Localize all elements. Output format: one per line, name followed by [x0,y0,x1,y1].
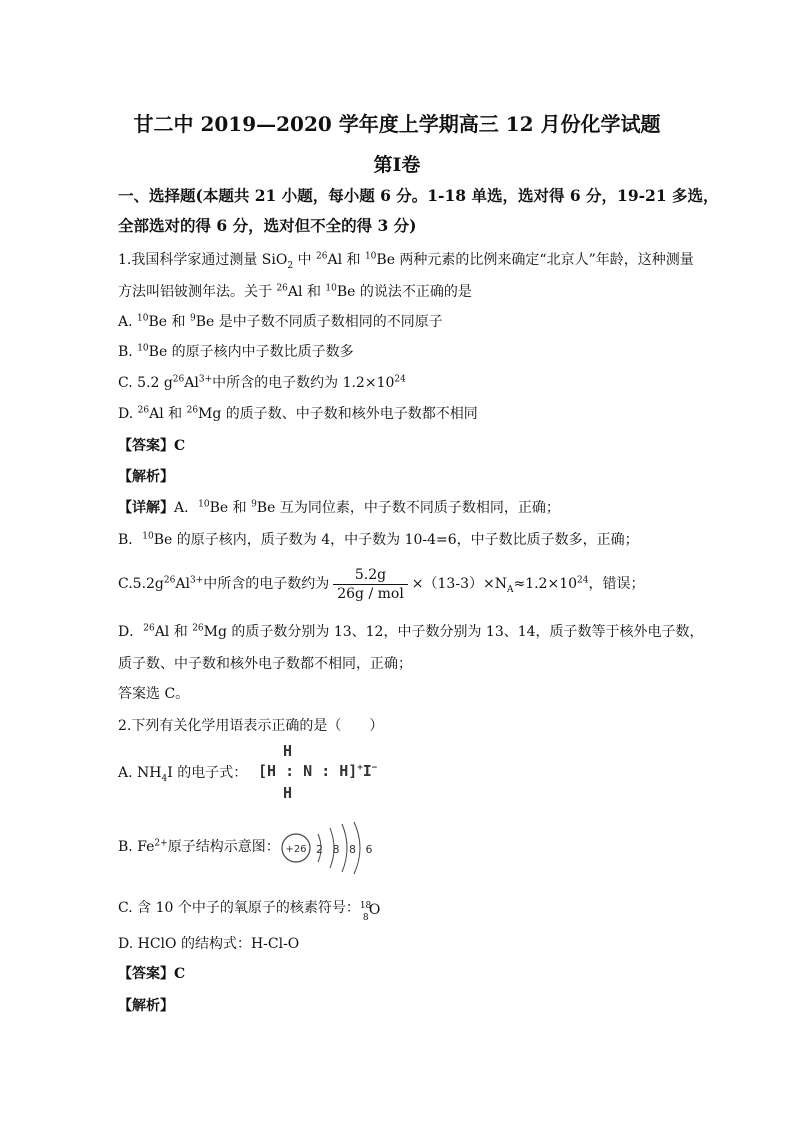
q1-detail-d: D．$^{26}$Al 和 $^{26}$Mg 的质子数分别为 13、12，中子数分别为 13、14，质子数等于核外电子数， [118,623,704,640]
q1-option-c: C. 5.2 $g^{26}Al^{3+}$中所含的电子数约为 $1.2\times 10^{24}$ [118,374,406,391]
atomic-structure-diagram [278,820,376,876]
q1-option-a: A. $^{10}$Be 和 $^9$Be 是中子数不同质子数相同的不同原子 [118,313,443,330]
shell-electrons: 2 8 8 6 [316,843,376,856]
q2-option-b: B. $Fe^{2+}$原子结构示意图： [118,838,280,855]
lewis-bottom-h: H [283,784,293,802]
lewis-structure: [H : N : H]+I− [258,762,378,780]
q1-detail-e: 质子数、中子数和核外电子数都不相同，正确； [118,656,412,672]
q1-conclusion: 答案选 C。 [118,686,190,702]
lewis-top-h: H [283,742,293,760]
q1-option-b: B. $^{10}$Be 的原子核内中子数比质子数多 [118,343,354,360]
q2-option-c: C. 含 10 个中子的氧原子的核素符号： 18 8 O [118,900,381,923]
isotope-symbol: 18 8 O [359,901,381,923]
page-title: 甘二中 2019—2020 学年度上学期高三 12 月份化学试题 [133,112,661,136]
nucleus-label: +26 [285,844,307,855]
q1-detail-b: B．$^{10}$Be 的原子核内，质子数为 4，中子数为 10-4=6，中子数比质子数多，正确； [118,531,639,548]
q1-option-d: D. $^{26}$Al 和 $^{26}$Mg 的质子数、中子数和核外电子数都不相同 [118,405,478,422]
q2-stem: 2.下列有关化学用语表示正确的是（ ） [118,718,384,734]
q2-option-a: A. $NH_4I$ 的电子式： [118,765,248,784]
q1-stem-line2: 方法叫铝铍测年法。关于 $^{26}$Al 和 $^{10}$Be 的说法不正确的是 [118,283,472,300]
fraction: $\frac{5.2g}{\text{26g / mol}}$ [333,566,408,603]
section-heading-line2: 全部选对的得 6 分，选对但不全的得 3 分) [118,216,417,235]
q2-analysis-label: 【解析】 [118,998,174,1014]
q2-option-d: D. HClO 的结构式：H-Cl-O [118,936,300,952]
q1-stem-line1: 1.我国科学家通过测量 SiO$_2$ 中 $^{26}$Al 和 $^{10}$Be 两种元素的比例来确定“北京人”年龄，这种测量 [118,251,694,271]
q1-detail-a: 【详解】A．$^{10}$Be 和 $^9$Be 互为同位素，中子数不同质子数相同，正确； [118,499,560,516]
q1-answer: 【答案】C [118,438,186,454]
section-heading-line1: 一、选择题(本题共 21 小题，每小题 6 分。1-18 单选，选对得 6 分，19-21 多选， [118,186,719,205]
q1-analysis-label: 【解析】 [118,469,174,485]
q1-detail-c: $C.5.2g^{26}Al^{3+}$中所含的电子数约为 $\frac{5.2g}{\text{26g / mol}}$ $\times(13-3)\times N_A\approx 1.2\times 10^{24}$，错误； [118,566,645,602]
q2-answer: 【答案】C [118,966,186,982]
volume-title: 第Ⅰ卷 [373,154,421,176]
